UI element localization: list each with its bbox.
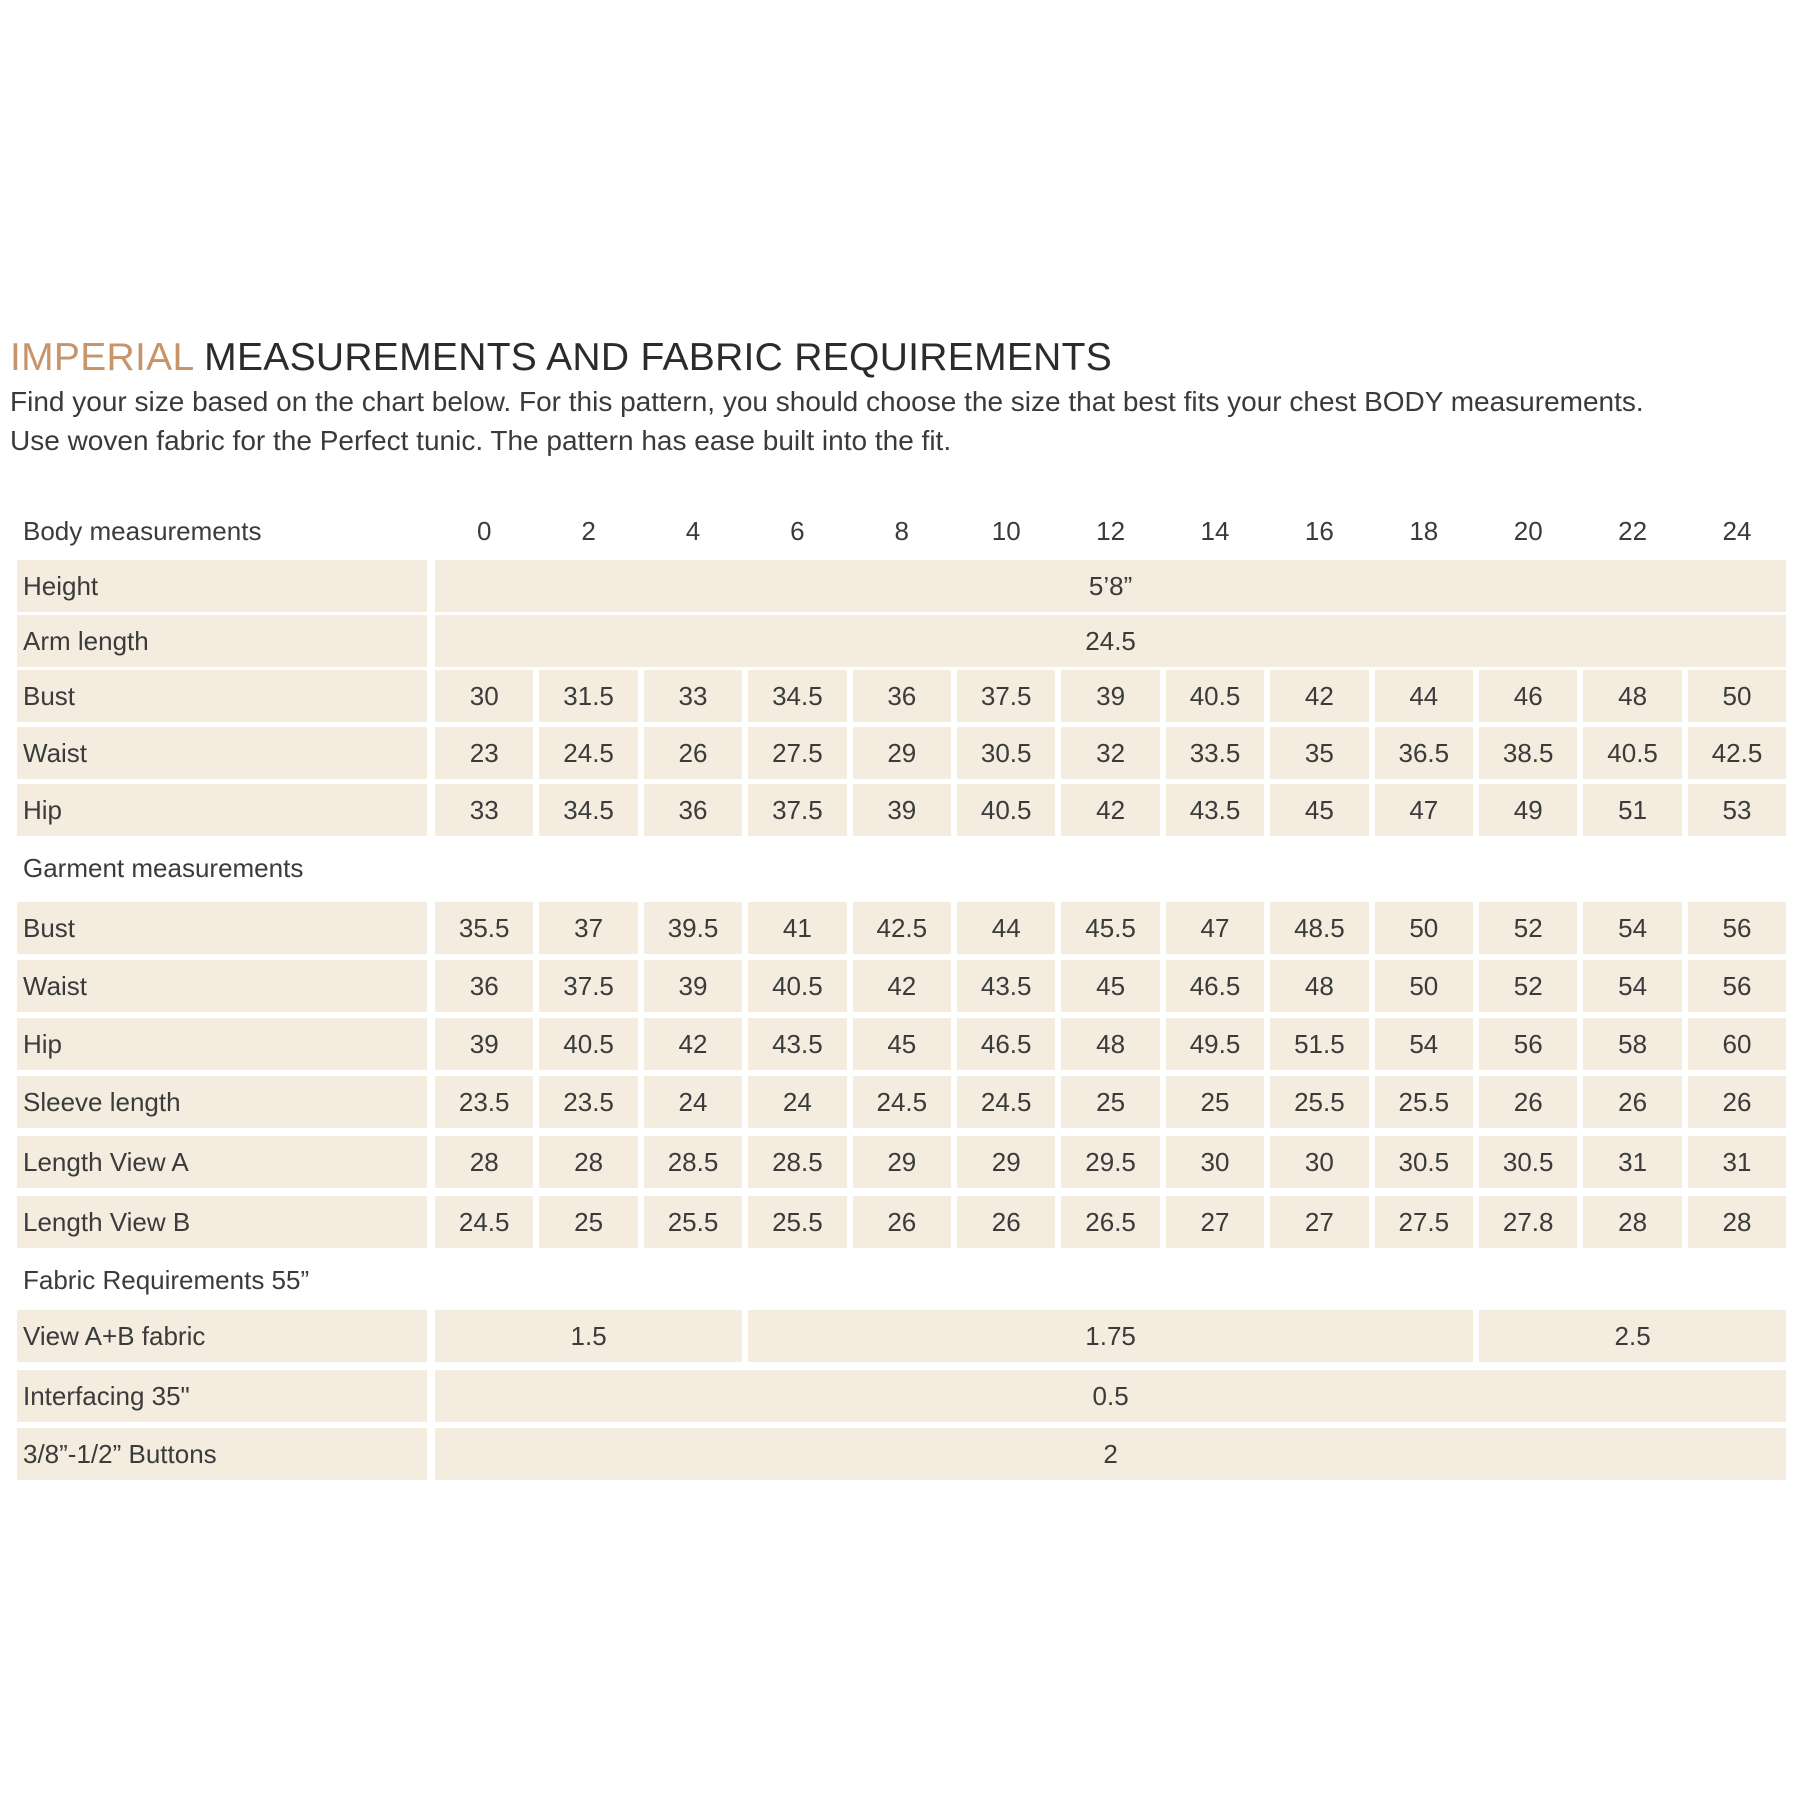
table-cell: 42 xyxy=(853,960,951,1012)
table-cell: 43.5 xyxy=(1166,784,1264,836)
table-cell: 31 xyxy=(1583,1136,1681,1188)
size-header-2: 2 xyxy=(581,515,596,546)
table-cell: 37.5 xyxy=(957,670,1055,722)
table-cell: 29 xyxy=(853,1136,951,1188)
table-cell: 42 xyxy=(1270,670,1368,722)
page-title xyxy=(10,336,1790,380)
table-cell: 26 xyxy=(1583,1076,1681,1128)
table-cell: 52 xyxy=(1479,902,1577,954)
table-cell: 36.5 xyxy=(1375,727,1473,779)
table-cell: 44 xyxy=(957,902,1055,954)
table-cell: 47 xyxy=(1166,902,1264,954)
table-cell: 26 xyxy=(1479,1076,1577,1128)
row-cells xyxy=(435,1310,1783,1362)
row-cells xyxy=(435,1018,1783,1070)
table-cell-span: 2 xyxy=(435,1428,1786,1480)
table-cell: 29.5 xyxy=(1061,1136,1159,1188)
row-label-waist: Waist xyxy=(17,960,427,1012)
table-cell: 25.5 xyxy=(1375,1076,1473,1128)
table-row xyxy=(17,902,1783,954)
table-cell: 54 xyxy=(1583,960,1681,1012)
table-cell-span: 24.5 xyxy=(435,615,1786,667)
table-cell: 45 xyxy=(853,1018,951,1070)
table-cell: 45.5 xyxy=(1061,902,1159,954)
row-label-length-view-b: Length View B xyxy=(17,1196,427,1248)
table-cell: 37.5 xyxy=(748,784,846,836)
table-cell: 25 xyxy=(1166,1076,1264,1128)
table-cell: 60 xyxy=(1688,1018,1786,1070)
table-cell: 56 xyxy=(1688,960,1786,1012)
table-cell: 58 xyxy=(1583,1018,1681,1070)
table-row xyxy=(17,1310,1783,1362)
table-cell: 42.5 xyxy=(853,902,951,954)
table-cell: 24.5 xyxy=(435,1196,533,1248)
table-cell: 25.5 xyxy=(748,1196,846,1248)
row-label-length-view-a: Length View A xyxy=(17,1136,427,1188)
table-cell: 41 xyxy=(748,902,846,954)
section-row xyxy=(17,1254,1783,1306)
table-cell: 40.5 xyxy=(1166,670,1264,722)
row-cells xyxy=(435,842,1783,894)
table-row xyxy=(17,960,1783,1012)
table-cell: 39 xyxy=(435,1018,533,1070)
table-cell: 48 xyxy=(1270,960,1368,1012)
table-cell: 51 xyxy=(1583,784,1681,836)
size-header-22: 22 xyxy=(1618,515,1648,546)
table-cell: 32 xyxy=(1061,727,1159,779)
size-header-8: 8 xyxy=(894,515,910,546)
table-row xyxy=(17,727,1783,779)
table-cell: 23.5 xyxy=(539,1076,637,1128)
table-cell: 46 xyxy=(1479,670,1577,722)
table-cell: 27.8 xyxy=(1479,1196,1577,1248)
table-cell: 25.5 xyxy=(644,1196,742,1248)
table-cell: 51.5 xyxy=(1270,1018,1368,1070)
description-line-1: Find your size based on the chart below. For this pattern, you should choose the size that best fits your chest BODY measurements. xyxy=(10,386,1644,417)
title-rest: MEASUREMENTS AND FABRIC REQUIREMENTS xyxy=(204,336,1113,379)
row-cells xyxy=(435,1196,1783,1248)
table-cell: 40.5 xyxy=(1583,727,1681,779)
table-cell: 42 xyxy=(644,1018,742,1070)
table-cell: 35 xyxy=(1270,727,1368,779)
table-cell: 24 xyxy=(748,1076,846,1128)
table-cell: 30 xyxy=(1270,1136,1368,1188)
table-cell: 29 xyxy=(957,1136,1055,1188)
table-cell: 50 xyxy=(1375,960,1473,1012)
table-cell: 27 xyxy=(1166,1196,1264,1248)
table-cell: 52 xyxy=(1479,960,1577,1012)
size-header-0: 0 xyxy=(476,515,492,546)
title-accent: IMPERIAL xyxy=(10,336,194,379)
table-cell: 28 xyxy=(539,1136,637,1188)
size-header-20: 20 xyxy=(1513,515,1543,546)
table-cell: 40.5 xyxy=(539,1018,637,1070)
table-cell-span: 1.75 xyxy=(748,1310,1473,1362)
section-label-body-measurements: Body measurements xyxy=(23,515,262,546)
table-cell: 25 xyxy=(539,1196,637,1248)
size-header-10: 10 xyxy=(991,515,1021,546)
table-row xyxy=(17,615,1783,667)
table-cell: 28 xyxy=(435,1136,533,1188)
table-cell: 33 xyxy=(644,670,742,722)
table-cell: 47 xyxy=(1375,784,1473,836)
row-cells xyxy=(435,727,1783,779)
table-cell: 30.5 xyxy=(1479,1136,1577,1188)
table-cell: 56 xyxy=(1688,902,1786,954)
row-cells xyxy=(435,560,1783,612)
table-cell: 50 xyxy=(1688,670,1786,722)
table-cell: 39 xyxy=(1061,670,1159,722)
table-cell: 50 xyxy=(1375,902,1473,954)
table-cell: 40.5 xyxy=(957,784,1055,836)
table-cell: 26 xyxy=(1688,1076,1786,1128)
row-label-view-a-b-fabric: View A+B fabric xyxy=(17,1310,427,1362)
table-cell: 34.5 xyxy=(748,670,846,722)
row-cells xyxy=(435,505,1783,557)
table-cell: 28.5 xyxy=(644,1136,742,1188)
row-label-3-8-1-2-buttons: 3/8”-1/2” Buttons xyxy=(17,1428,427,1480)
table-row xyxy=(17,1428,1783,1480)
table-row xyxy=(17,1018,1783,1070)
table-cell: 24.5 xyxy=(957,1076,1055,1128)
table-cell: 24 xyxy=(644,1076,742,1128)
table-cell-span: 2.5 xyxy=(1479,1310,1786,1362)
table-cell: 30 xyxy=(1166,1136,1264,1188)
table-cell: 31.5 xyxy=(539,670,637,722)
table-cell: 46.5 xyxy=(957,1018,1055,1070)
row-cells xyxy=(435,1076,1783,1128)
table-cell: 39 xyxy=(644,960,742,1012)
row-label-height: Height xyxy=(17,560,427,612)
table-cell: 37.5 xyxy=(539,960,637,1012)
table-cell: 46.5 xyxy=(1166,960,1264,1012)
table-cell: 49 xyxy=(1479,784,1577,836)
table-cell-span: 0.5 xyxy=(435,1370,1786,1422)
row-label-waist: Waist xyxy=(17,727,427,779)
table-cell: 24.5 xyxy=(539,727,637,779)
table-cell: 49.5 xyxy=(1166,1018,1264,1070)
row-label-bust: Bust xyxy=(17,902,427,954)
table-cell: 27 xyxy=(1270,1196,1368,1248)
table-cell: 33.5 xyxy=(1166,727,1264,779)
size-header-24: 24 xyxy=(1722,515,1752,546)
table-cell: 30.5 xyxy=(957,727,1055,779)
table-cell: 43.5 xyxy=(957,960,1055,1012)
table-cell: 23 xyxy=(435,727,533,779)
table-cell: 33 xyxy=(435,784,533,836)
table-cell: 35.5 xyxy=(435,902,533,954)
size-header-4: 4 xyxy=(685,515,701,546)
table-cell: 42 xyxy=(1061,784,1159,836)
table-cell: 38.5 xyxy=(1479,727,1577,779)
chart-header xyxy=(10,336,1790,458)
description-line-2: Use woven fabric for the Perfect tunic. The pattern has ease built into the fit. xyxy=(10,425,952,456)
table-cell: 37 xyxy=(539,902,637,954)
table-cell: 28.5 xyxy=(748,1136,846,1188)
table-row xyxy=(17,670,1783,722)
table-cell: 48 xyxy=(1061,1018,1159,1070)
row-cells xyxy=(435,1370,1783,1422)
table-cell: 39.5 xyxy=(644,902,742,954)
table-cell: 36 xyxy=(435,960,533,1012)
table-cell: 54 xyxy=(1583,902,1681,954)
table-cell: 23.5 xyxy=(435,1076,533,1128)
section-row xyxy=(17,842,1783,894)
row-label-interfacing-35: Interfacing 35" xyxy=(17,1370,427,1422)
table-row xyxy=(17,1196,1783,1248)
table-cell: 53 xyxy=(1688,784,1786,836)
row-label-hip: Hip xyxy=(17,1018,427,1070)
row-cells xyxy=(435,1136,1783,1188)
table-cell: 26 xyxy=(853,1196,951,1248)
table-cell: 40.5 xyxy=(748,960,846,1012)
row-label-arm-length: Arm length xyxy=(17,615,427,667)
row-cells xyxy=(435,1254,1783,1306)
table-cell: 25.5 xyxy=(1270,1076,1368,1128)
table-cell: 28 xyxy=(1583,1196,1681,1248)
table-cell-span: 5’8” xyxy=(435,560,1786,612)
table-cell: 24.5 xyxy=(853,1076,951,1128)
table-cell: 27.5 xyxy=(1375,1196,1473,1248)
row-cells xyxy=(435,615,1783,667)
table-cell: 36 xyxy=(853,670,951,722)
table-cell: 25 xyxy=(1061,1076,1159,1128)
table-row xyxy=(17,560,1783,612)
table-row xyxy=(17,1370,1783,1422)
table-cell: 42.5 xyxy=(1688,727,1786,779)
row-cells xyxy=(435,670,1783,722)
table-cell: 28 xyxy=(1688,1196,1786,1248)
table-row xyxy=(17,1136,1783,1188)
header-row xyxy=(17,505,1783,557)
table-cell: 48 xyxy=(1583,670,1681,722)
size-header-18: 18 xyxy=(1409,515,1439,546)
table-cell: 45 xyxy=(1270,784,1368,836)
table-row xyxy=(17,784,1783,836)
table-cell: 26.5 xyxy=(1061,1196,1159,1248)
table-cell: 26 xyxy=(957,1196,1055,1248)
table-cell: 39 xyxy=(853,784,951,836)
table-cell: 27.5 xyxy=(748,727,846,779)
table-cell-span: 1.5 xyxy=(435,1310,742,1362)
size-header-12: 12 xyxy=(1096,515,1126,546)
table-cell: 56 xyxy=(1479,1018,1577,1070)
table-cell: 30 xyxy=(435,670,533,722)
table-cell: 26 xyxy=(644,727,742,779)
section-label-fabric-requirements-55: Fabric Requirements 55” xyxy=(23,1264,310,1295)
table-cell: 48.5 xyxy=(1270,902,1368,954)
row-cells xyxy=(435,1428,1783,1480)
size-header-6: 6 xyxy=(790,515,805,546)
row-label-sleeve-length: Sleeve length xyxy=(17,1076,427,1128)
table-cell: 30.5 xyxy=(1375,1136,1473,1188)
table-cell: 43.5 xyxy=(748,1018,846,1070)
table-cell: 29 xyxy=(853,727,951,779)
row-label-bust: Bust xyxy=(17,670,427,722)
table-cell: 31 xyxy=(1688,1136,1786,1188)
row-cells xyxy=(435,784,1783,836)
table-cell: 54 xyxy=(1375,1018,1473,1070)
row-label-hip: Hip xyxy=(17,784,427,836)
row-cells xyxy=(435,960,1783,1012)
table-cell: 45 xyxy=(1061,960,1159,1012)
table-cell: 34.5 xyxy=(539,784,637,836)
size-header-16: 16 xyxy=(1304,515,1334,546)
section-label-garment-measurements: Garment measurements xyxy=(23,852,304,883)
table-row xyxy=(17,1076,1783,1128)
size-header-14: 14 xyxy=(1200,515,1230,546)
table-cell: 44 xyxy=(1375,670,1473,722)
row-cells xyxy=(435,902,1783,954)
table-cell: 36 xyxy=(644,784,742,836)
